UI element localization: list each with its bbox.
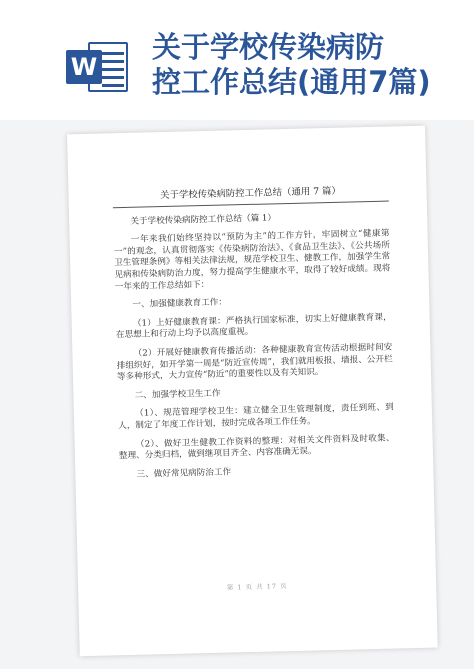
banner-title-line-2: 控工作总结(通用7篇) [152, 65, 431, 99]
word-document-icon [66, 38, 128, 96]
item-health-class: （1）上好健康教育课：严格执行国家标准，切实上好健康教育课，在思想上和行动上均予以高度重视。 [115, 312, 392, 341]
item-hygiene-management: （1）、规范管理学校卫生：建立健全卫生管理制度，责任到班、到人，制定了年度工作计划，按时完成各项工作任务。 [118, 402, 394, 432]
item-health-campaign: （2）开展好健康教育传播活动：各种健康教育宣传活动根据时间安排组织好，如开学第一周是“防近宣传周”，我们就用板报、墙报、公开栏等多种形式，大力宣传“防近”的重要性以及有关知识。 [116, 342, 393, 383]
section-heading: 关于学校传染病防控工作总结（篇 1） [130, 212, 277, 227]
heading-school-hygiene: 二、加强学校卫生工作 [134, 388, 221, 401]
document-body [112, 185, 395, 489]
page-number: 第 1 页 共 17 页 [226, 582, 288, 592]
document-page [67, 126, 438, 657]
word-icon-badge: W [66, 50, 102, 84]
item-records-organizing: （2）、做好卫生健教工作资料的整理：对相关文件资料及时收集、整理、分类归档，做到继项目齐全、内容准确无误。 [118, 432, 395, 462]
banner-title [152, 30, 468, 100]
heading-disease-prevention: 三、做好常见病防治工作 [136, 467, 232, 480]
document-title: 关于学校传染病防控工作总结（通用 7 篇） [160, 185, 342, 202]
document-banner [0, 0, 474, 120]
intro-paragraph: 一年来我们始终坚持以“预防为主”的工作方针，牢固树立“健康第一”的观念，认真贯彻落实《传染病防治法》、《食品卫生法》、《公共场所卫生管理条例》等相关法律法规，规范学校卫生、健教工作，加强学生常见病和传染病防治力度，努力提高学生健康水平，取得了较好成绩。现将一年来的工作总结如下： [113, 228, 391, 292]
banner-title-line-1: 关于学校传染病防 [152, 30, 385, 64]
heading-health-education: 一、加强健康教育工作： [132, 297, 228, 310]
